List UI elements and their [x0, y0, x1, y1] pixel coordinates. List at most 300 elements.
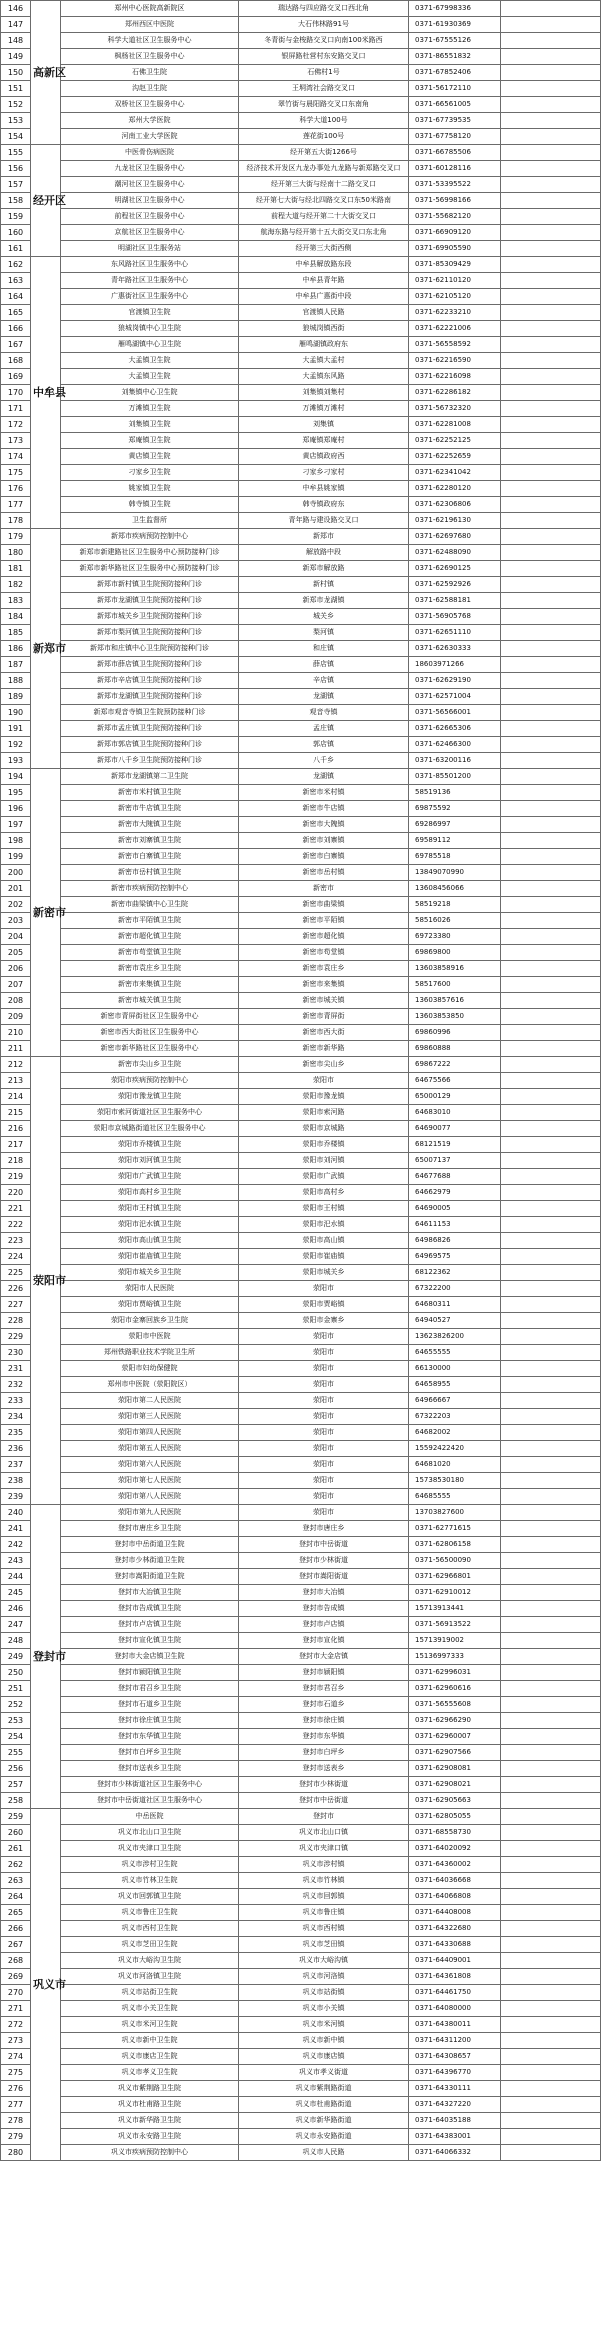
row-number: 225 — [1, 1265, 31, 1281]
site-name-cell: 新密市牛店镇卫生院 — [61, 801, 239, 817]
table-row — [1, 625, 601, 641]
site-name-cell: 新密市袁庄乡卫生院 — [61, 961, 239, 977]
site-name-cell: 新郑市城关乡卫生院预防接种门诊 — [61, 609, 239, 625]
row-number: 195 — [1, 785, 31, 801]
empty-cell — [501, 129, 601, 145]
table-row — [1, 113, 601, 129]
site-address-cell: 登封市宣化镇 — [239, 1633, 409, 1649]
phone-cell: 0371-62690125 — [409, 561, 501, 577]
site-name-cell: 广惠街社区卫生服务中心 — [61, 289, 239, 305]
empty-cell — [501, 1761, 601, 1777]
site-address-cell: 新密市超化镇 — [239, 929, 409, 945]
phone-cell: 67322203 — [409, 1409, 501, 1425]
site-name-cell: 登封市白坪乡卫生院 — [61, 1745, 239, 1761]
phone-cell: 64680311 — [409, 1297, 501, 1313]
site-address-cell: 新郑市解放路 — [239, 561, 409, 577]
empty-cell — [501, 161, 601, 177]
row-number: 159 — [1, 209, 31, 225]
table-row — [1, 401, 601, 417]
site-address-cell: 荥阳市 — [239, 1473, 409, 1489]
site-address-cell: 荥阳市高村乡 — [239, 1185, 409, 1201]
phone-cell: 0371-67998336 — [409, 1, 501, 17]
empty-cell — [501, 1409, 601, 1425]
row-number: 271 — [1, 2001, 31, 2017]
site-name-cell: 荥阳市豫龙镇卫生院 — [61, 1089, 239, 1105]
site-address-cell: 荥阳市索河路 — [239, 1105, 409, 1121]
row-number: 176 — [1, 481, 31, 497]
table-row — [1, 961, 601, 977]
phone-cell: 0371-62281008 — [409, 417, 501, 433]
site-name-cell: 巩义市孝义卫生院 — [61, 2065, 239, 2081]
site-address-cell: 韩寺镇政府东 — [239, 497, 409, 513]
empty-cell — [501, 1969, 601, 1985]
site-name-cell: 新密市新华路社区卫生服务中心 — [61, 1041, 239, 1057]
site-address-cell: 大孟镇大孟村 — [239, 353, 409, 369]
site-address-cell: 荥阳市 — [239, 1425, 409, 1441]
site-name-cell: 新郑市新华路社区卫生服务中心预防接种门诊 — [61, 561, 239, 577]
site-address-cell: 巩义市河洛镇 — [239, 1969, 409, 1985]
site-address-cell: 巩义市涉村镇 — [239, 1857, 409, 1873]
empty-cell — [501, 1457, 601, 1473]
site-name-cell: 新密市尖山乡卫生院 — [61, 1057, 239, 1073]
empty-cell — [501, 2129, 601, 2145]
site-address-cell: 黄店镇政府西 — [239, 449, 409, 465]
phone-cell: 0371-66561005 — [409, 97, 501, 113]
row-number: 198 — [1, 833, 31, 849]
site-name-cell: 荥阳市第七人民医院 — [61, 1473, 239, 1489]
site-name-cell: 巩义市米河卫生院 — [61, 2017, 239, 2033]
empty-cell — [501, 1393, 601, 1409]
table-row — [1, 385, 601, 401]
empty-cell — [501, 1329, 601, 1345]
row-number: 273 — [1, 2033, 31, 2049]
row-number: 188 — [1, 673, 31, 689]
row-number: 171 — [1, 401, 31, 417]
phone-cell: 0371-62907566 — [409, 1745, 501, 1761]
row-number: 178 — [1, 513, 31, 529]
table-row — [1, 1057, 601, 1073]
district-cell: 新密市 — [31, 769, 61, 1057]
row-number: 234 — [1, 1409, 31, 1425]
site-address-cell: 荥阳市 — [239, 1457, 409, 1473]
empty-cell — [501, 385, 601, 401]
site-name-cell: 新密市米村镇卫生院 — [61, 785, 239, 801]
row-number: 205 — [1, 945, 31, 961]
site-name-cell: 巩义市河洛镇卫生院 — [61, 1969, 239, 1985]
site-address-cell: 薛店镇 — [239, 657, 409, 673]
row-number: 163 — [1, 273, 31, 289]
site-address-cell: 巩义市杜甫路街道 — [239, 2097, 409, 2113]
table-row — [1, 881, 601, 897]
empty-cell — [501, 1825, 601, 1841]
empty-cell — [501, 1025, 601, 1041]
row-number: 228 — [1, 1313, 31, 1329]
empty-cell — [501, 561, 601, 577]
phone-cell: 64690005 — [409, 1201, 501, 1217]
site-address-cell: 郭店镇 — [239, 737, 409, 753]
site-address-cell: 新密市曲梁镇 — [239, 897, 409, 913]
row-number: 207 — [1, 977, 31, 993]
empty-cell — [501, 1537, 601, 1553]
site-name-cell: 巩义市紫荆路卫生院 — [61, 2081, 239, 2097]
phone-cell: 0371-62629190 — [409, 673, 501, 689]
table-row — [1, 497, 601, 513]
site-address-cell: 巩义市新华路街道 — [239, 2113, 409, 2129]
row-number: 182 — [1, 577, 31, 593]
empty-cell — [501, 1617, 601, 1633]
empty-cell — [501, 2033, 601, 2049]
empty-cell — [501, 2145, 601, 2161]
empty-cell — [501, 353, 601, 369]
row-number: 224 — [1, 1249, 31, 1265]
site-name-cell: 新密市青屏街社区卫生服务中心 — [61, 1009, 239, 1025]
row-number: 187 — [1, 657, 31, 673]
phone-cell: 69867222 — [409, 1057, 501, 1073]
site-name-cell: 荥阳市京城路街道社区卫生服务中心 — [61, 1121, 239, 1137]
empty-cell — [501, 1489, 601, 1505]
empty-cell — [501, 2017, 601, 2033]
row-number: 245 — [1, 1585, 31, 1601]
table-row — [1, 369, 601, 385]
empty-cell — [501, 337, 601, 353]
site-address-cell: 万滩镇万滩村 — [239, 401, 409, 417]
phone-cell: 0371-61930369 — [409, 17, 501, 33]
site-address-cell: 中牟县解放路东段 — [239, 257, 409, 273]
site-address-cell: 梨河镇 — [239, 625, 409, 641]
empty-cell — [501, 881, 601, 897]
phone-cell: 0371-64396770 — [409, 2065, 501, 2081]
phone-cell: 0371-56558592 — [409, 337, 501, 353]
site-address-cell: 科学大道100号 — [239, 113, 409, 129]
row-number: 200 — [1, 865, 31, 881]
table-row — [1, 673, 601, 689]
table-row — [1, 337, 601, 353]
table-row — [1, 1857, 601, 1873]
row-number: 194 — [1, 769, 31, 785]
table-row — [1, 1697, 601, 1713]
district-cell: 荥阳市 — [31, 1057, 61, 1505]
site-address-cell: 中牟县广惠街中段 — [239, 289, 409, 305]
row-number: 158 — [1, 193, 31, 209]
site-name-cell: 巩义市西村卫生院 — [61, 1921, 239, 1937]
empty-cell — [501, 417, 601, 433]
site-name-cell: 荥阳市妇幼保健院 — [61, 1361, 239, 1377]
empty-cell — [501, 1601, 601, 1617]
site-address-cell: 登封市徐庄镇 — [239, 1713, 409, 1729]
phone-cell: 64677688 — [409, 1169, 501, 1185]
empty-cell — [501, 849, 601, 865]
site-name-cell: 登封市中岳街道社区卫生服务中心 — [61, 1793, 239, 1809]
site-address-cell: 新郑市龙湖镇 — [239, 593, 409, 609]
phone-cell: 69785518 — [409, 849, 501, 865]
row-number: 241 — [1, 1521, 31, 1537]
row-number: 162 — [1, 257, 31, 273]
site-address-cell: 经开第三大街与经南十二路交叉口 — [239, 177, 409, 193]
site-name-cell: 荥阳市第五人民医院 — [61, 1441, 239, 1457]
phone-cell: 0371-64330111 — [409, 2081, 501, 2097]
row-number: 218 — [1, 1153, 31, 1169]
row-number: 175 — [1, 465, 31, 481]
site-address-cell: 中牟县青年路 — [239, 273, 409, 289]
row-number: 222 — [1, 1217, 31, 1233]
site-address-cell: 登封市中岳街道 — [239, 1537, 409, 1553]
site-address-cell: 巩义市永安路街道 — [239, 2129, 409, 2145]
empty-cell — [501, 897, 601, 913]
site-address-cell: 登封市君召乡 — [239, 1681, 409, 1697]
row-number: 256 — [1, 1761, 31, 1777]
table-row — [1, 2129, 601, 2145]
phone-cell: 0371-62771615 — [409, 1521, 501, 1537]
site-address-cell: 新郑市 — [239, 529, 409, 545]
row-number: 231 — [1, 1361, 31, 1377]
phone-cell: 0371-62966801 — [409, 1569, 501, 1585]
site-name-cell: 登封市石道乡卫生院 — [61, 1697, 239, 1713]
site-address-cell: 银屏路杜营村东安路交叉口 — [239, 49, 409, 65]
site-name-cell: 荥阳市高村乡卫生院 — [61, 1185, 239, 1201]
site-address-cell: 巩义市夹津口镇 — [239, 1841, 409, 1857]
site-name-cell: 登封市颍阳镇卫生院 — [61, 1665, 239, 1681]
row-number: 266 — [1, 1921, 31, 1937]
site-name-cell: 石佛卫生院 — [61, 65, 239, 81]
table-row — [1, 1809, 601, 1825]
site-address-cell: 八千乡 — [239, 753, 409, 769]
site-name-cell: 潮河社区卫生服务中心 — [61, 177, 239, 193]
row-number: 148 — [1, 33, 31, 49]
empty-cell — [501, 1425, 601, 1441]
table-row — [1, 1761, 601, 1777]
empty-cell — [501, 1921, 601, 1937]
empty-cell — [501, 1313, 601, 1329]
site-address-cell: 荥阳市广武镇 — [239, 1169, 409, 1185]
empty-cell — [501, 753, 601, 769]
table-row — [1, 2113, 601, 2129]
empty-cell — [501, 1553, 601, 1569]
empty-cell — [501, 1201, 601, 1217]
phone-cell: 0371-56500090 — [409, 1553, 501, 1569]
table-row — [1, 1969, 601, 1985]
row-number: 250 — [1, 1665, 31, 1681]
row-number: 167 — [1, 337, 31, 353]
site-address-cell: 登封市少林街道 — [239, 1553, 409, 1569]
empty-cell — [501, 1073, 601, 1089]
site-address-cell: 新密市 — [239, 881, 409, 897]
row-number: 170 — [1, 385, 31, 401]
phone-cell: 0371-85309429 — [409, 257, 501, 273]
site-name-cell: 卫生监督所 — [61, 513, 239, 529]
row-number: 243 — [1, 1553, 31, 1569]
table-row — [1, 609, 601, 625]
row-number: 190 — [1, 705, 31, 721]
row-number: 248 — [1, 1633, 31, 1649]
phone-cell: 58519218 — [409, 897, 501, 913]
site-name-cell: 韩寺镇卫生院 — [61, 497, 239, 513]
row-number: 212 — [1, 1057, 31, 1073]
row-number: 166 — [1, 321, 31, 337]
phone-cell: 15713919002 — [409, 1633, 501, 1649]
site-address-cell: 荥阳市豫龙镇 — [239, 1089, 409, 1105]
table-row — [1, 1793, 601, 1809]
phone-cell: 0371-64036668 — [409, 1873, 501, 1889]
phone-cell: 0371-62252125 — [409, 433, 501, 449]
row-number: 244 — [1, 1569, 31, 1585]
site-address-cell: 荥阳市城关乡 — [239, 1265, 409, 1281]
empty-cell — [501, 545, 601, 561]
row-number: 272 — [1, 2017, 31, 2033]
site-address-cell: 辛店镇 — [239, 673, 409, 689]
row-number: 209 — [1, 1009, 31, 1025]
site-address-cell: 新密市刘寨镇 — [239, 833, 409, 849]
phone-cell: 13603857616 — [409, 993, 501, 1009]
phone-cell: 0371-64327220 — [409, 2097, 501, 2113]
phone-cell: 0371-64380011 — [409, 2017, 501, 2033]
site-name-cell: 登封市大金店镇卫生院 — [61, 1649, 239, 1665]
site-name-cell: 荥阳市第二人民医院 — [61, 1393, 239, 1409]
table-row — [1, 465, 601, 481]
empty-cell — [501, 1857, 601, 1873]
empty-cell — [501, 289, 601, 305]
site-name-cell: 郑州中心医院高新院区 — [61, 1, 239, 17]
empty-cell — [501, 1697, 601, 1713]
site-address-cell: 登封市 — [239, 1809, 409, 1825]
table-row — [1, 1297, 601, 1313]
phone-cell: 64685555 — [409, 1489, 501, 1505]
site-address-cell: 巩义市小关镇 — [239, 2001, 409, 2017]
phone-cell: 0371-62630333 — [409, 641, 501, 657]
empty-cell — [501, 913, 601, 929]
site-name-cell: 荥阳市金寨回族乡卫生院 — [61, 1313, 239, 1329]
row-number: 260 — [1, 1825, 31, 1841]
site-address-cell: 刁家乡刁家村 — [239, 465, 409, 481]
empty-cell — [501, 2001, 601, 2017]
empty-cell — [501, 1, 601, 17]
row-number: 275 — [1, 2065, 31, 2081]
phone-cell: 0371-62252659 — [409, 449, 501, 465]
site-address-cell: 荥阳市 — [239, 1361, 409, 1377]
empty-cell — [501, 257, 601, 273]
table-row — [1, 145, 601, 161]
empty-cell — [501, 945, 601, 961]
site-name-cell: 前程社区卫生服务中心 — [61, 209, 239, 225]
phone-cell: 0371-62805055 — [409, 1809, 501, 1825]
site-address-cell: 登封市东华镇 — [239, 1729, 409, 1745]
phone-cell: 69875592 — [409, 801, 501, 817]
table-row — [1, 257, 601, 273]
row-number: 238 — [1, 1473, 31, 1489]
phone-cell: 0371-62905663 — [409, 1793, 501, 1809]
site-name-cell: 荥阳市汜水镇卫生院 — [61, 1217, 239, 1233]
table-row — [1, 593, 601, 609]
phone-cell: 0371-67758120 — [409, 129, 501, 145]
table-row — [1, 1521, 601, 1537]
site-name-cell: 新密市苟堂镇卫生院 — [61, 945, 239, 961]
table-row — [1, 1169, 601, 1185]
empty-cell — [501, 625, 601, 641]
empty-cell — [501, 641, 601, 657]
site-address-cell: 登封市大金店镇 — [239, 1649, 409, 1665]
phone-cell: 13603853850 — [409, 1009, 501, 1025]
table-row — [1, 2017, 601, 2033]
site-address-cell: 新密市平陌镇 — [239, 913, 409, 929]
empty-cell — [501, 1249, 601, 1265]
site-address-cell: 登封市颍阳镇 — [239, 1665, 409, 1681]
phone-cell: 68122362 — [409, 1265, 501, 1281]
table-row — [1, 1505, 601, 1521]
empty-cell — [501, 1281, 601, 1297]
phone-cell: 0371-53395522 — [409, 177, 501, 193]
phone-cell: 0371-60128116 — [409, 161, 501, 177]
table-row — [1, 865, 601, 881]
table-row — [1, 1745, 601, 1761]
site-name-cell: 新密市城关镇卫生院 — [61, 993, 239, 1009]
row-number: 255 — [1, 1745, 31, 1761]
row-number: 189 — [1, 689, 31, 705]
empty-cell — [501, 1889, 601, 1905]
site-address-cell: 登封市告成镇 — [239, 1601, 409, 1617]
row-number: 197 — [1, 817, 31, 833]
site-name-cell: 新郑市龙湖镇第二卫生院 — [61, 769, 239, 785]
row-number: 280 — [1, 2145, 31, 2161]
district-cell: 经开区 — [31, 145, 61, 257]
site-name-cell: 科学大道社区卫生服务中心 — [61, 33, 239, 49]
empty-cell — [501, 721, 601, 737]
row-number: 279 — [1, 2129, 31, 2145]
phone-cell: 0371-85501200 — [409, 769, 501, 785]
phone-cell: 0371-62233210 — [409, 305, 501, 321]
site-name-cell: 双桥社区卫生服务中心 — [61, 97, 239, 113]
site-address-cell: 登封市中岳街道 — [239, 1793, 409, 1809]
table-row — [1, 1361, 601, 1377]
row-number: 253 — [1, 1713, 31, 1729]
row-number: 276 — [1, 2081, 31, 2097]
row-number: 149 — [1, 49, 31, 65]
table-row — [1, 1329, 601, 1345]
row-number: 199 — [1, 849, 31, 865]
site-address-cell: 新村镇 — [239, 577, 409, 593]
site-address-cell: 荥阳市 — [239, 1505, 409, 1521]
site-name-cell: 巩义市竹林卫生院 — [61, 1873, 239, 1889]
phone-cell: 15738530180 — [409, 1473, 501, 1489]
phone-cell: 0371-64311200 — [409, 2033, 501, 2049]
phone-cell: 0371-56566001 — [409, 705, 501, 721]
row-number: 172 — [1, 417, 31, 433]
phone-cell: 0371-62806158 — [409, 1537, 501, 1553]
site-name-cell: 荥阳市索河街道社区卫生服务中心 — [61, 1105, 239, 1121]
phone-cell: 58516026 — [409, 913, 501, 929]
table-row — [1, 1233, 601, 1249]
empty-cell — [501, 1089, 601, 1105]
empty-cell — [501, 1169, 601, 1185]
empty-cell — [501, 65, 601, 81]
empty-cell — [501, 1345, 601, 1361]
site-name-cell: 巩义市回郭镇卫生院 — [61, 1889, 239, 1905]
row-number: 196 — [1, 801, 31, 817]
table-row — [1, 2081, 601, 2097]
empty-cell — [501, 1185, 601, 1201]
row-number: 221 — [1, 1201, 31, 1217]
row-number: 150 — [1, 65, 31, 81]
empty-cell — [501, 193, 601, 209]
empty-cell — [501, 2097, 601, 2113]
empty-cell — [501, 577, 601, 593]
phone-cell: 69860996 — [409, 1025, 501, 1041]
empty-cell — [501, 209, 601, 225]
site-address-cell: 登封市少林街道 — [239, 1777, 409, 1793]
phone-cell: 0371-67852406 — [409, 65, 501, 81]
empty-cell — [501, 1361, 601, 1377]
phone-cell: 0371-62286182 — [409, 385, 501, 401]
table-row — [1, 2001, 601, 2017]
row-number: 233 — [1, 1393, 31, 1409]
